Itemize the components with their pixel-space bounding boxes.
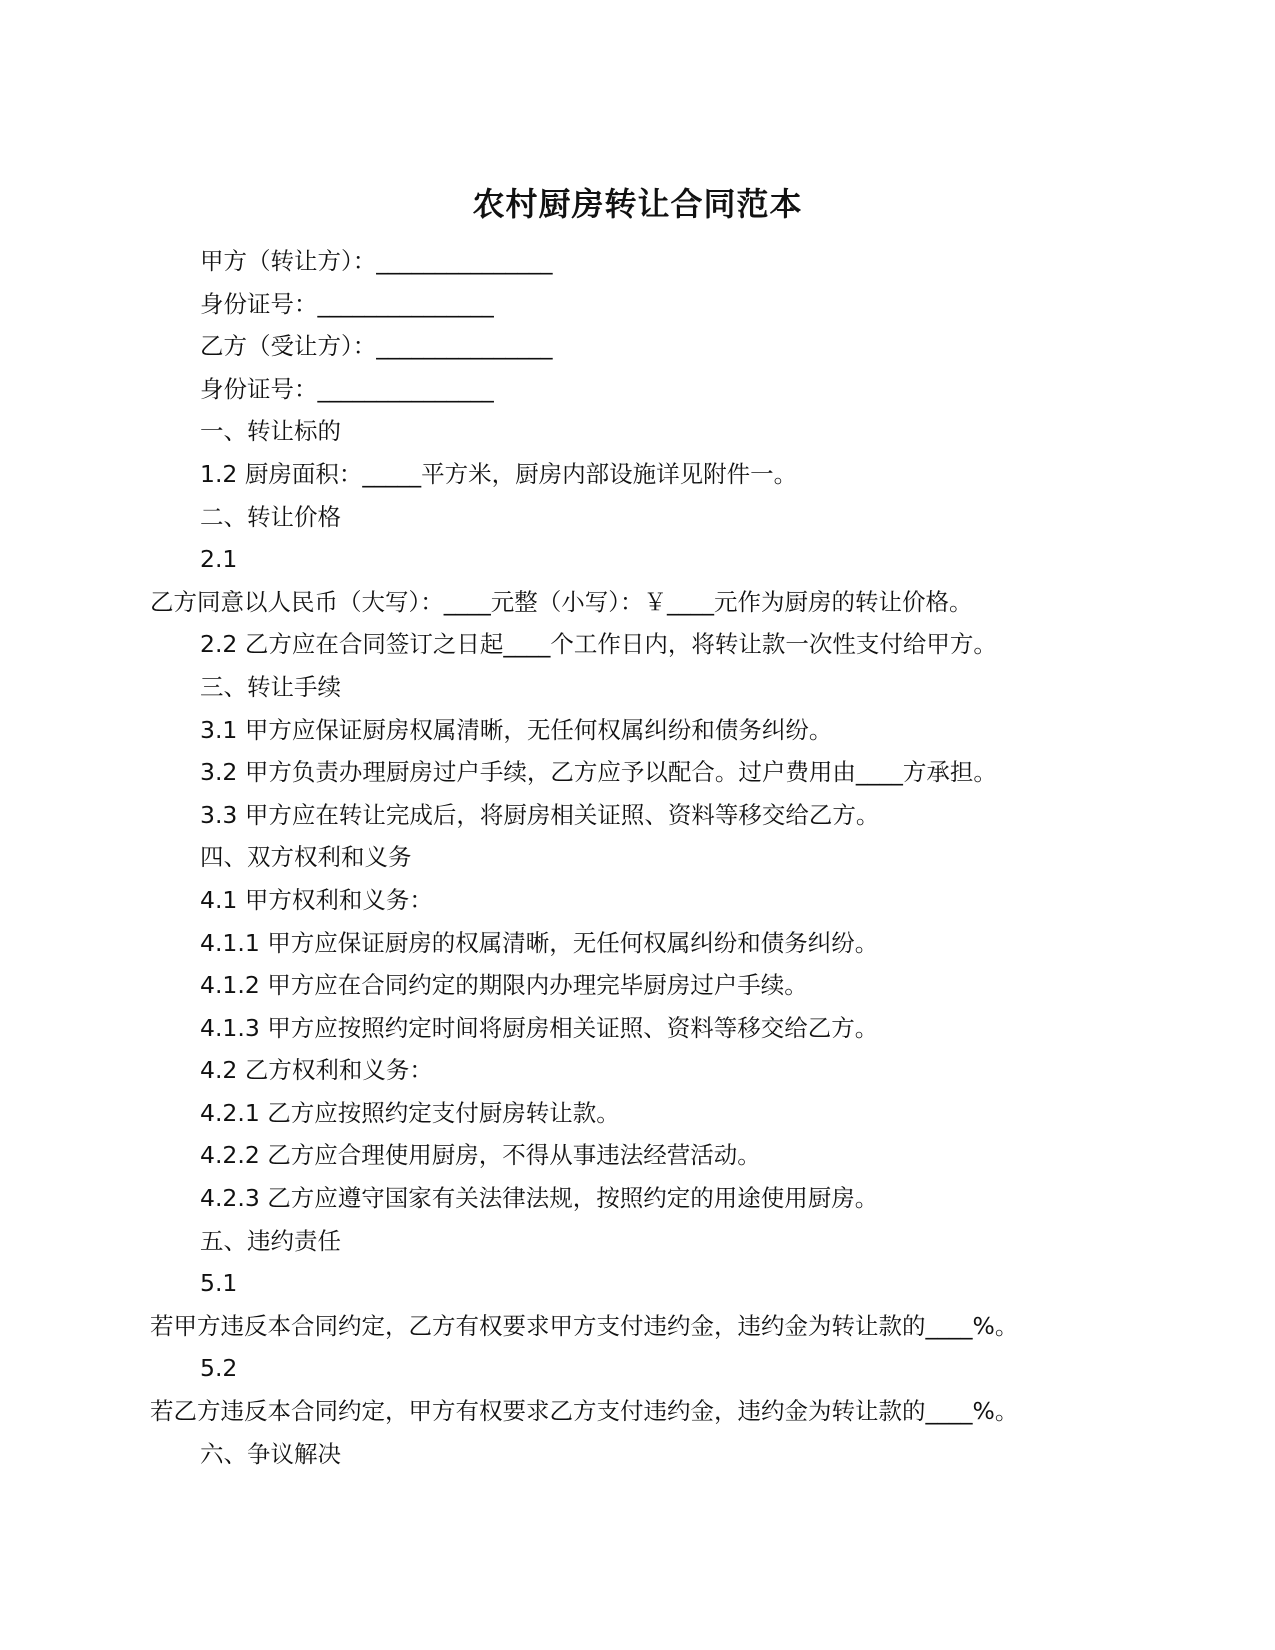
document-line: 四、双方权利和义务 [200, 843, 412, 872]
document-line: 4.2 乙方权利和义务： [200, 1056, 433, 1085]
document-line: 身份证号：_______________ [200, 289, 494, 318]
document-line: 乙方同意以人民币（大写）：____元整（小写）：￥____元作为厨房的转让价格。 [150, 587, 973, 616]
document-line: 2.2 乙方应在合同签订之日起____个工作日内，将转让款一次性支付给甲方。 [200, 630, 997, 659]
document-title: 农村厨房转让合同范本 [472, 185, 803, 223]
document-line: 4.2.2 乙方应合理使用厨房，不得从事违法经营活动。 [200, 1141, 761, 1170]
document-line: 1.2 厨房面积：_____平方米，厨房内部设施详见附件一。 [200, 459, 798, 488]
document-body [150, 240, 1150, 1475]
document-line: 4.2.1 乙方应按照约定支付厨房转让款。 [200, 1098, 620, 1127]
document-line: 5.2 [200, 1354, 238, 1383]
document-line: 二、转让价格 [200, 502, 341, 531]
document-line: 五、违约责任 [200, 1226, 341, 1255]
document-line: 甲方（转让方）：_______________ [200, 247, 553, 275]
document-line: 三、转让手续 [200, 672, 341, 701]
document-line: 2.1 [200, 545, 238, 574]
document-line: 一、转让标的 [200, 417, 341, 446]
document-line: 3.3 甲方应在转让完成后，将厨房相关证照、资料等移交给乙方。 [200, 800, 880, 829]
document-line: 5.1 [200, 1269, 238, 1298]
document-line: 身份证号：_______________ [200, 374, 494, 403]
document-line: 4.2.3 乙方应遵守国家有关法律法规，按照约定的用途使用厨房。 [200, 1184, 879, 1213]
document-line: 3.2 甲方负责办理厨房过户手续，乙方应予以配合。过户费用由____方承担。 [200, 758, 997, 787]
document-line: 4.1.1 甲方应保证厨房的权属清晰，无任何权属纠纷和债务纠纷。 [200, 928, 879, 957]
document-line: 乙方（受让方）：_______________ [200, 332, 553, 361]
document-line: 4.1 甲方权利和义务： [200, 885, 433, 914]
document-line: 六、争议解决 [200, 1439, 341, 1468]
document-line: 3.1 甲方应保证厨房权属清晰，无任何权属纠纷和债务纠纷。 [200, 715, 833, 744]
document-line: 若乙方违反本合同约定，甲方有权要求乙方支付违约金，违约金为转让款的____%。 [150, 1397, 1019, 1426]
document-line: 4.1.3 甲方应按照约定时间将厨房相关证照、资料等移交给乙方。 [200, 1013, 879, 1042]
document-line: 若甲方违反本合同约定，乙方有权要求甲方支付违约金，违约金为转让款的____%。 [150, 1311, 1019, 1340]
document-line: 4.1.2 甲方应在合同约定的期限内办理完毕厨房过户手续。 [200, 971, 808, 1000]
